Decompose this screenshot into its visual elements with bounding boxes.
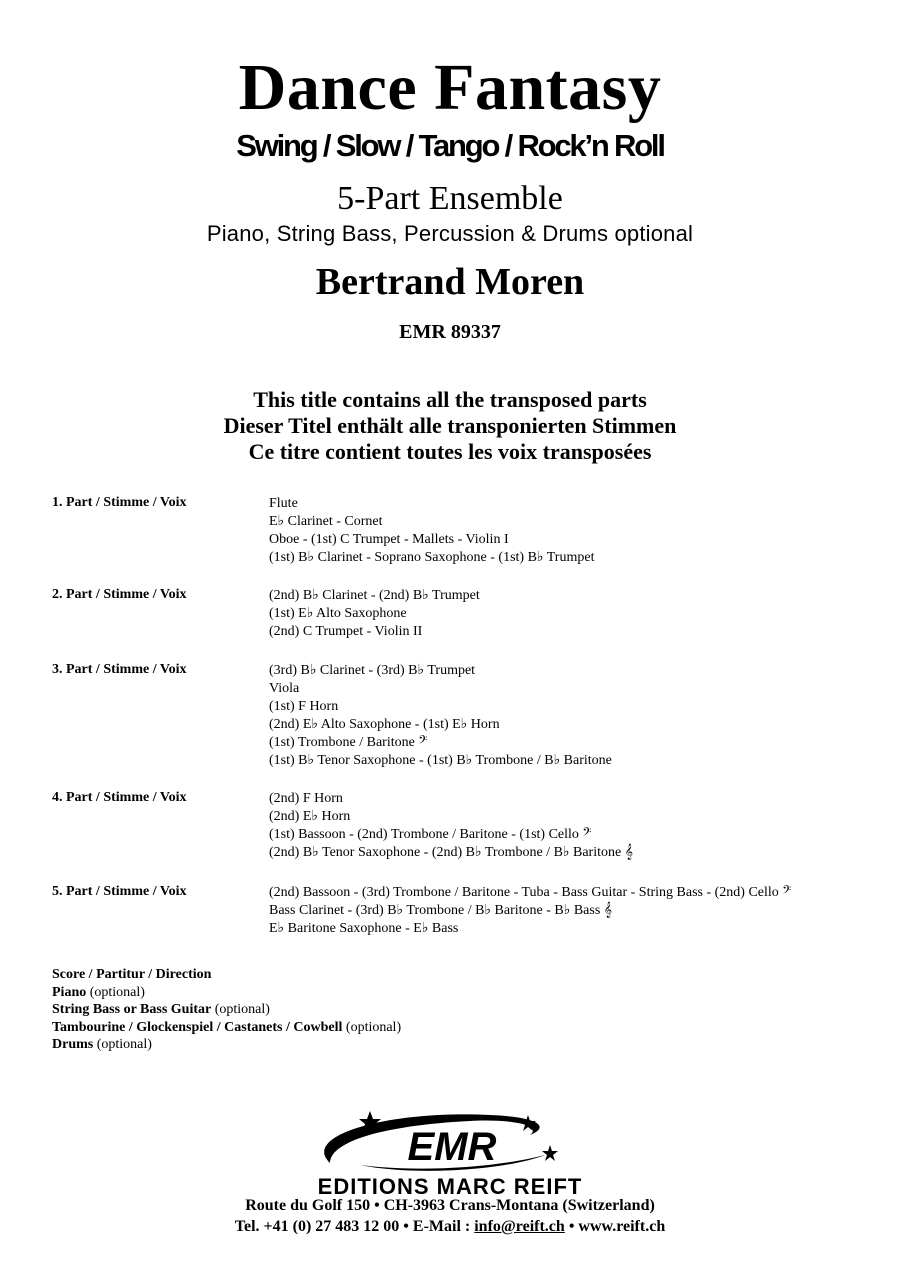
string-bass-line <box>52 1001 401 1019</box>
score-label: Score / Partitur / Direction <box>52 967 212 982</box>
title: Dance Fantasy <box>238 51 662 124</box>
part-instrument-line: (2nd) B♭ Tenor Saxophone - (2nd) B♭ Trombone / B♭ Baritone 𝄞 <box>269 845 633 860</box>
drums-line <box>52 1036 401 1054</box>
email-link[interactable]: info@reift.ch <box>474 1218 565 1235</box>
part-4-label: 4. Part / Stimme / Voix <box>52 790 187 805</box>
part-instrument-line: (2nd) Bassoon - (3rd) Trombone / Baritone - Tuba - Bass Guitar - String Bass - (2nd) Cello 𝄢 <box>269 885 792 900</box>
part-instrument-line: (2nd) B♭ Clarinet - (2nd) B♭ Trumpet <box>269 588 480 603</box>
part-instrument-line: (1st) Bassoon - (2nd) Trombone / Baritone - (1st) Cello 𝄢 <box>269 827 592 842</box>
part-instrument-line: (2nd) E♭ Horn <box>269 809 351 824</box>
optional-note: (optional) <box>214 1002 270 1017</box>
publisher-name: EDITIONS MARC REIFT <box>317 1174 583 1199</box>
part-3-label: 3. Part / Stimme / Voix <box>52 662 187 677</box>
optional-note: (optional) <box>345 1019 402 1035</box>
optional-note: (optional) <box>89 984 145 1000</box>
part-instrument-line: E♭ Clarinet - Cornet <box>269 514 383 529</box>
part-instrument-line: (1st) E♭ Alto Saxophone <box>269 606 407 621</box>
part-5-instruments <box>269 884 791 938</box>
part-2-label: 2. Part / Stimme / Voix <box>52 587 187 602</box>
part-1-label: 1. Part / Stimme / Voix <box>52 495 187 510</box>
percussion-label: Tambourine / Glockenspiel / Castanets / Cowbell <box>52 1019 343 1035</box>
string-bass-label: String Bass or Bass Guitar <box>52 1002 212 1017</box>
ensemble: 5-Part Ensemble <box>337 180 563 217</box>
part-3-instruments <box>269 662 612 770</box>
score-line <box>52 966 401 984</box>
catalog-number: EMR 89337 <box>399 321 501 343</box>
notice-english: This title contains all the transposed parts <box>253 387 647 412</box>
part-instrument-line: (2nd) F Horn <box>269 791 343 806</box>
part-instrument-line: Flute <box>269 496 298 511</box>
notice-german: Dieser Titel enthält alle transponierten Stimmen <box>223 413 677 438</box>
composer: Bertrand Moren <box>315 261 585 303</box>
part-instrument-line: (1st) Trombone / Baritone 𝄢 <box>269 735 428 750</box>
part-4-instruments <box>269 790 633 862</box>
part-instrument-line: (1st) F Horn <box>269 699 339 714</box>
publisher-address: Route du Golf 150 • CH-3963 Crans-Montana (Switzerland) <box>245 1197 655 1214</box>
part-instrument-line: (1st) B♭ Tenor Saxophone - (1st) B♭ Trombone / B♭ Baritone <box>269 753 612 768</box>
contact-website[interactable]: • www.reift.ch <box>564 1218 666 1235</box>
piano-label: Piano <box>52 984 87 1000</box>
optional-note: (optional) <box>96 1037 152 1052</box>
part-5-label: 5. Part / Stimme / Voix <box>52 884 187 899</box>
part-instrument-line: Bass Clarinet - (3rd) B♭ Trombone / B♭ Baritone - B♭ Bass 𝄞 <box>269 903 613 918</box>
percussion-line <box>52 1019 401 1037</box>
drums-label: Drums <box>52 1037 94 1052</box>
part-instrument-line: E♭ Baritone Saxophone - E♭ Bass <box>269 921 459 936</box>
additional-parts <box>52 966 401 1054</box>
part-instrument-line: (3rd) B♭ Clarinet - (3rd) B♭ Trumpet <box>269 663 476 678</box>
part-instrument-line: (1st) B♭ Clarinet - Soprano Saxophone - (1st) B♭ Trumpet <box>269 550 595 565</box>
part-1-instruments <box>269 495 594 567</box>
subtitle: Swing / Slow / Tango / Rock’n Roll <box>236 128 664 163</box>
part-2-instruments <box>269 587 480 641</box>
part-instrument-line: (2nd) C Trumpet - Violin II <box>269 624 423 639</box>
logo-text: EMR <box>407 1125 497 1169</box>
piano-line <box>52 984 401 1002</box>
part-instrument-line: (2nd) E♭ Alto Saxophone - (1st) E♭ Horn <box>269 717 500 732</box>
part-instrument-line: Viola <box>269 681 300 696</box>
contact-phone: Tel. +41 (0) 27 483 12 00 • E-Mail : <box>234 1218 475 1235</box>
instrumentation: Piano, String Bass, Percussion & Drums optional <box>206 221 694 246</box>
publisher-contact <box>0 1218 900 1236</box>
notice-french: Ce titre contient toutes les voix transposées <box>248 439 652 464</box>
part-instrument-line: Oboe - (1st) C Trumpet - Mallets - Violin I <box>269 532 509 547</box>
emr-logo <box>300 1105 600 1185</box>
